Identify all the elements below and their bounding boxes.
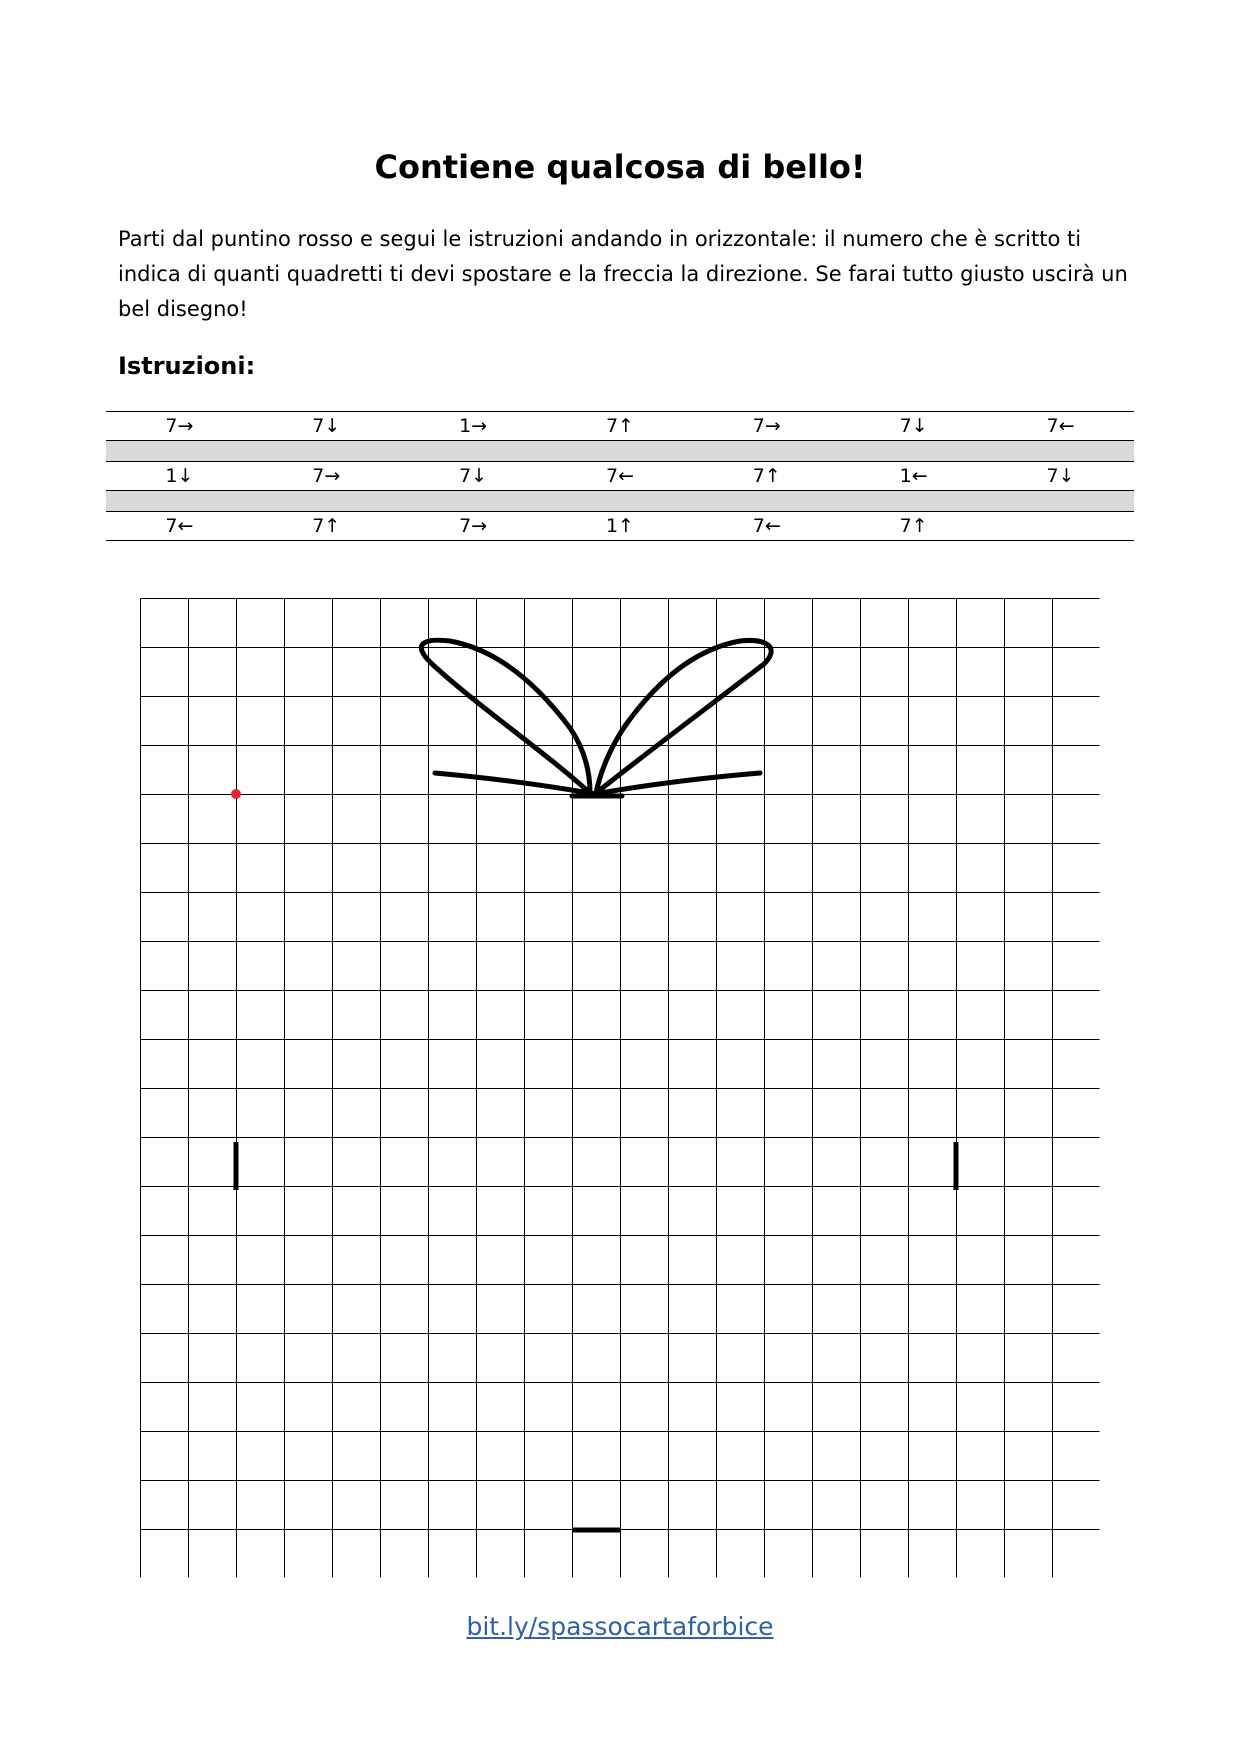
instruction-cell: 7→ xyxy=(693,412,840,441)
intro-paragraph: Parti dal puntino rosso e segui le istruzioni andando in orizzontale: il numero che è scritto ti indica di quanti quadretti ti devi spostare e la freccia la direzione. Se farai tutto giusto uscirà un bel disegno! xyxy=(118,227,1128,321)
instructions-row xyxy=(106,462,1134,491)
instruction-cell: 7↑ xyxy=(840,512,987,541)
instructions-heading: Istruzioni: xyxy=(118,352,256,380)
instruction-cell: 1↑ xyxy=(547,512,694,541)
instruction-cell: 7← xyxy=(693,512,840,541)
instruction-cell: 7↑ xyxy=(752,465,781,487)
instruction-cell: 1→ xyxy=(400,412,547,441)
instructions-row xyxy=(106,512,1134,541)
grid-lines xyxy=(141,599,1101,1579)
instruction-cell: 7← xyxy=(106,512,253,541)
instruction-cell xyxy=(987,512,1134,541)
instruction-cell: 7↑ xyxy=(253,512,400,541)
instruction-cell: 7↑ xyxy=(547,412,694,441)
footer-link[interactable]: bit.ly/spassocartaforbice xyxy=(466,1612,774,1641)
instruction-cell: 7← xyxy=(987,412,1134,441)
drawing-grid xyxy=(140,598,1100,1578)
bow-left-loop xyxy=(421,640,590,793)
instructions-separator xyxy=(106,441,1134,462)
instruction-cell: 1↓ xyxy=(165,465,194,487)
instructions-separator xyxy=(106,491,1134,512)
instruction-cell: 7→ xyxy=(106,412,253,441)
bow-drawing xyxy=(421,640,771,796)
instruction-cell: 7↓ xyxy=(1046,465,1075,487)
instruction-cell: 7→ xyxy=(400,512,547,541)
page-title: Contiene qualcosa di bello! xyxy=(374,148,866,186)
instruction-cell: 7↓ xyxy=(840,412,987,441)
bow-right-loop xyxy=(596,640,771,793)
instruction-cell: 7← xyxy=(605,465,634,487)
instruction-cell: 7→ xyxy=(312,465,341,487)
instructions-row xyxy=(106,412,1134,441)
instruction-cell: 7↓ xyxy=(253,412,400,441)
instruction-cell: 1← xyxy=(899,465,928,487)
start-dot xyxy=(231,789,241,799)
instructions-table xyxy=(106,411,1134,541)
instruction-cell: 7↓ xyxy=(459,465,488,487)
